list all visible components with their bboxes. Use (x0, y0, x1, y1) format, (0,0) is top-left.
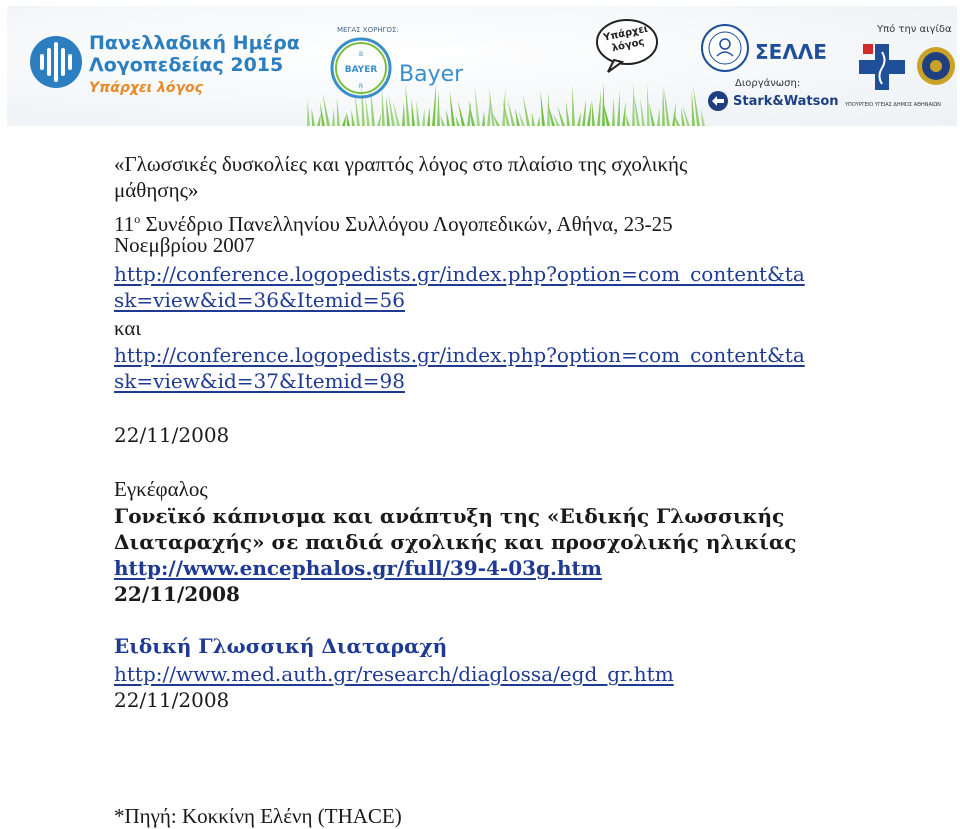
grass-blade (440, 115, 445, 126)
bubble-text: Υπάρχει λόγος (602, 23, 649, 55)
grass-blade (640, 98, 645, 126)
grass-blade (332, 108, 335, 126)
grass-blade (307, 99, 310, 126)
grass-blade (557, 106, 565, 126)
grass-blade (681, 107, 685, 126)
organizer-name: Stark&Watson (733, 94, 839, 109)
organizer-label: Διοργάνωση: (735, 78, 801, 89)
section-heading: Ειδική Γλωσσική Διαταραχή (114, 634, 448, 658)
patronage-label: Υπό την αιγίδα (877, 24, 952, 35)
grass-blade (502, 88, 505, 126)
event-title-word: Λογοπεδείας (89, 54, 224, 76)
grass-blade (446, 109, 450, 126)
grass-blade (402, 102, 405, 126)
source-name: Εγκέφαλος (114, 477, 208, 501)
conference-info-text: Συνέδριο Πανελληνίου Συλλόγου Λογοπεδικών, Αθήνα, 23-25 (140, 212, 673, 236)
grass-blade (597, 89, 601, 126)
grass-blade (662, 85, 665, 126)
event-subtitle: Υπάρχει λόγος (89, 80, 203, 96)
grass-blade (701, 108, 705, 126)
grass-blade (547, 92, 550, 126)
grass-blade (475, 86, 480, 126)
city-seal-icon (915, 42, 957, 92)
association-seal-icon (699, 22, 751, 74)
connector-text: και (114, 316, 142, 340)
svg-text:BAYER: BAYER (344, 65, 378, 75)
grass-blade (317, 113, 321, 126)
grass-blade (566, 101, 570, 126)
grass-blade (523, 95, 530, 126)
ministry-cross-icon (859, 42, 905, 92)
grass-blade (365, 97, 370, 126)
grass-blade (657, 108, 660, 126)
grass-blade (647, 83, 650, 126)
grass-blade (515, 108, 520, 126)
grass-blade (537, 116, 540, 126)
conference-link-36-part2[interactable]: sk=view&id=36&Itemid=56 (114, 288, 405, 312)
speech-wave-logo-icon (27, 26, 85, 98)
event-title-line2 (89, 54, 283, 76)
access-date-1: 22/11/2008 (114, 423, 230, 447)
grass-blade (416, 101, 420, 126)
organizer-logo-icon (707, 90, 729, 112)
grass-blade (632, 82, 635, 126)
grass-blade (592, 102, 595, 126)
grass-blade (540, 91, 545, 126)
conference-title-line2: μάθησης» (114, 178, 199, 202)
conference-link-37-part1[interactable]: http://conference.logopedists.gr/index.php?option=com_content&ta (114, 343, 805, 367)
grass-blade (450, 91, 455, 126)
grass-blade (587, 100, 592, 126)
grass-blade (577, 112, 581, 126)
bayer-cross-logo-icon (329, 36, 393, 100)
grass-blade (377, 113, 381, 126)
grass-blade (617, 90, 620, 126)
conference-number: 11 (114, 212, 135, 236)
article-title-line1: Γονεϊκό κάπνισμα και ανάπτυξη της «Ειδικής Γλωσσικής (114, 504, 785, 528)
grass-blade (582, 99, 586, 126)
svg-text:R: R (358, 83, 364, 90)
grass-blade (458, 101, 465, 126)
access-date-3: 22/11/2008 (114, 688, 230, 712)
grass-blade (437, 91, 440, 126)
patronage-caption: ΥΠΟΥΡΓΕΙΟ ΥΓΕΙΑΣ ΔΗΜΟΣ ΑΘΗΝΑΙΩΝ (845, 102, 941, 108)
conference-info-line2: Νοεμβρίου 2007 (114, 233, 255, 257)
grass-blade (572, 85, 575, 126)
sponsor-label: ΜΕΓΑΣ ΧΟΡΗΓΟΣ: (337, 26, 399, 34)
grass-blade (346, 112, 350, 126)
grass-blade (519, 111, 525, 126)
svg-text:B: B (358, 51, 364, 58)
event-title-line1: Πανελλαδική Ημέρα (89, 32, 300, 54)
access-date-2: 22/11/2008 (114, 582, 240, 606)
grass-blade (405, 84, 410, 126)
grass-blade (351, 110, 355, 126)
encephalos-link[interactable]: http://www.encephalos.gr/full/39-4-03g.htm (114, 556, 602, 580)
grass-blade (626, 114, 630, 126)
grass-blade (311, 108, 315, 126)
grass-blade (622, 101, 626, 126)
grass-blade (532, 112, 535, 126)
ordinal-superscript: ο (134, 212, 141, 226)
footer-source: *Πηγή: Κοκκίνη Ελένη (THACE) (114, 804, 402, 828)
grass-blade (612, 97, 615, 126)
auth-link[interactable]: http://www.med.auth.gr/research/diaglossa/egd_gr.htm (114, 662, 674, 686)
article-title-line2: Διαταραχής» σε παιδιά σχολικής και προσχολικής ηλικίας (114, 530, 797, 554)
grass-blade (427, 107, 430, 126)
conference-link-36-part1[interactable]: http://conference.logopedists.gr/index.php?option=com_content&ta (114, 262, 805, 286)
association-name: ΣΕΛΛΕ (755, 40, 827, 64)
grass-blade (422, 108, 425, 126)
grass-blade (432, 83, 436, 126)
event-banner (7, 6, 957, 126)
conference-link-37-part2[interactable]: sk=view&id=37&Itemid=98 (114, 369, 405, 393)
grass-blade (482, 111, 485, 126)
conference-title-line1: «Γλωσσικές δυσκολίες και γραπτός λόγος στο πλαίσιο της σχολικής (114, 152, 688, 176)
grass-blade (411, 99, 415, 126)
event-year: 2015 (230, 54, 284, 76)
grass-blade (342, 114, 346, 126)
sponsor-name: Bayer (399, 62, 464, 87)
grass-blade (456, 116, 460, 126)
grass-blade (337, 97, 340, 126)
